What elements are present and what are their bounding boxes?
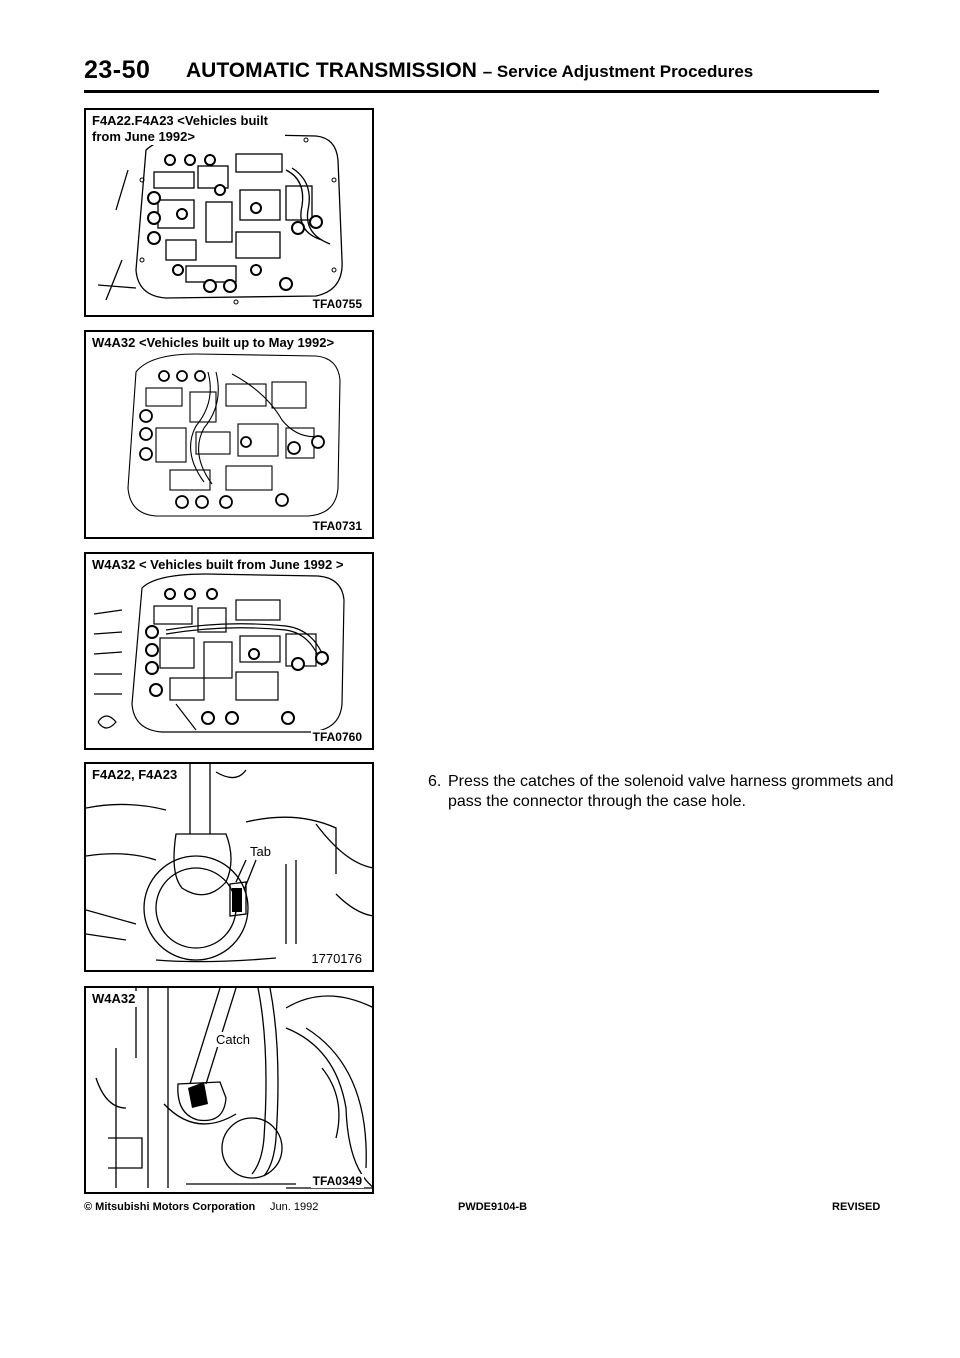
figure-code: TFA0760 xyxy=(312,730,362,744)
footer-copyright: © Mitsubishi Motors Corporation xyxy=(84,1201,256,1213)
figure-title: W4A32 <Vehicles built up to May 1992> xyxy=(92,335,337,351)
step-text: Press the catches of the solenoid valve harness grommets and pass the connector through the case hole. xyxy=(448,773,894,810)
figure-code: TFA0731 xyxy=(312,519,362,533)
figure-title: W4A32 < Vehicles built from June 1992 > xyxy=(92,557,346,573)
figure-title: W4A32 xyxy=(92,991,138,1007)
step-number: 6. xyxy=(428,773,442,790)
grommet-catch-illustration xyxy=(86,988,374,1194)
footer-doc-code: PWDE9104-B xyxy=(458,1201,528,1213)
figure-valve-body-f4a22-f4a23 xyxy=(84,108,374,317)
footer-status: REVISED xyxy=(832,1201,881,1213)
figure-grommet-tab xyxy=(84,762,374,972)
figure-code: TFA0755 xyxy=(312,297,362,311)
tab-label: Tab xyxy=(250,844,271,859)
catch-label: Catch xyxy=(216,1032,250,1047)
page-number: 23-50 xyxy=(84,56,151,84)
figure-valve-body-w4a32-late xyxy=(84,552,374,750)
section-title-main: AUTOMATIC TRANSMISSION xyxy=(186,59,477,82)
page-header xyxy=(84,52,879,93)
footer-date: Jun. 1992 xyxy=(270,1201,319,1213)
valve-body-illustration xyxy=(86,554,374,750)
valve-body-illustration xyxy=(86,332,374,539)
figure-title: F4A22.F4A23 <Vehicles built from June 1992> xyxy=(92,113,285,145)
figure-code: 1770176 xyxy=(311,951,362,966)
section-subtitle: – Service Adjustment Procedures xyxy=(482,62,754,81)
grommet-tab-illustration xyxy=(86,764,374,972)
figure-title: F4A22, F4A23 xyxy=(92,767,180,783)
section-title xyxy=(186,59,753,83)
figure-grommet-catch xyxy=(84,986,374,1194)
figure-code: TFA0349 xyxy=(312,1174,362,1188)
figure-valve-body-w4a32-early xyxy=(84,330,374,539)
